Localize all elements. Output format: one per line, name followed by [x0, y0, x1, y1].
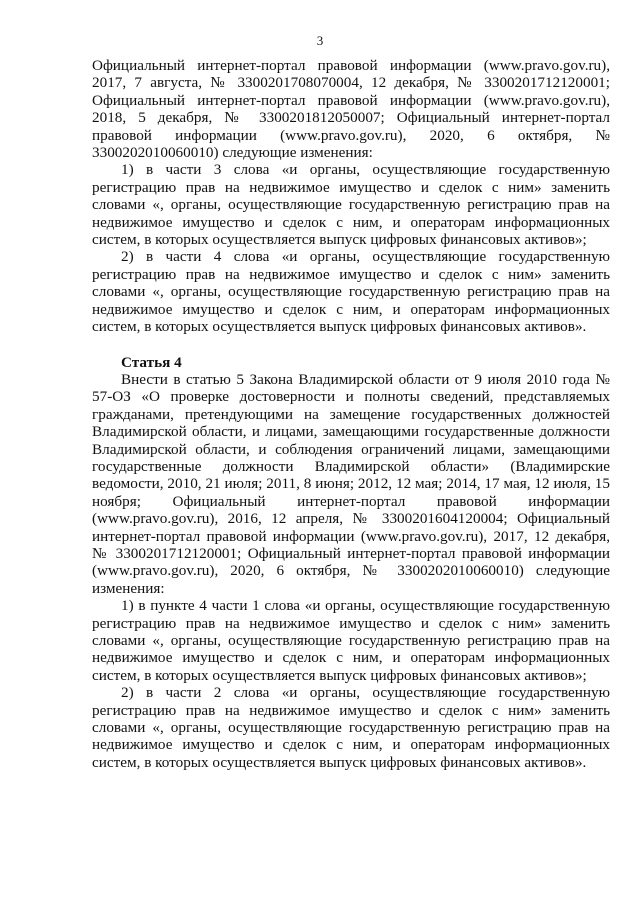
article3-item-1: 1) в части 3 слова «и органы, осуществляющие государственную регистрацию прав на недвижимое имущество и сделок с ним» заменить словами «, органы, осуществляющие государственную регистрацию прав на недвижимое имущество и сделок с ним, и операторам информационных систем, в которых осуществляется выпуск цифровых финансовых активов»; [92, 161, 610, 249]
intro-paragraph: Официальный интернет-портал правовой информации (www.pravo.gov.ru), 2017, 7 августа, № 3300201708070004, 12 декабря, № 3300201712120001; Официальный интернет-портал правовой информации (www.pravo.gov.ru), 2018, 5 декабря, № 3300201812050007; Официальный интернет-портал правовой информации (www.pravo.gov.ru), 2020, 6 октября, № 3300202010060010) следующие изменения: [92, 57, 610, 162]
page-number: 3 [316, 33, 324, 48]
article3-item-2: 2) в части 4 слова «и органы, осуществляющие государственную регистрацию прав на недвижимое имущество и сделок с ним» заменить словами «, органы, осуществляющие государственную регистрацию прав на недвижимое имущество и сделок с ним, и операторам информационных систем, в которых осуществляется выпуск цифровых финансовых активов». [92, 248, 610, 336]
article4-item-2: 2) в части 2 слова «и органы, осуществляющие государственную регистрацию прав на недвижимое имущество и сделок с ним» заменить словами «, органы, осуществляющие государственную регистрацию прав на недвижимое имущество и сделок с ним, и операторам информационных систем, в которых осуществляется выпуск цифровых финансовых активов». [92, 684, 610, 771]
article4-body: Внести в статью 5 Закона Владимирской области от 9 июля 2010 года № 57-ОЗ «О проверке достоверности и полноты сведений, представляемых гражданами, претендующими на замещение государственных должностей Владимирской области, и лицами, замещающими государственные должности Владимирской области, и соблюдения ограничений лицами, замещающими государственные должности Владимирской области» (Владимирские ведомости, 2010, 21 июля; 2011, 8 июня; 2012, 12 мая; 2014, 17 мая, 12 июля, 15 ноября; Официальный интернет-портал правовой информации (www.pravo.gov.ru), 2016, 12 апреля, № 3300201604120004; Официальный интернет-портал правовой информации (www.pravo.gov.ru), 2017, 12 декабря, № 3300201712120001; Официальный интернет-портал правовой информации (www.pravo.gov.ru), 2020, 6 октября, № 3300202010060010) следующие изменения: [92, 370, 610, 597]
article4-heading: Статья 4 [121, 353, 182, 371]
article4-item-1: 1) в пункте 4 части 1 слова «и органы, осуществляющие государственную регистрацию прав на недвижимое имущество и сделок с ним» заменить словами «, органы, осуществляющие государственную регистрацию прав на недвижимое имущество и сделок с ним, и операторам информационных систем, в которых осуществляется выпуск цифровых финансовых активов»; [92, 597, 610, 684]
document-body [92, 57, 610, 771]
